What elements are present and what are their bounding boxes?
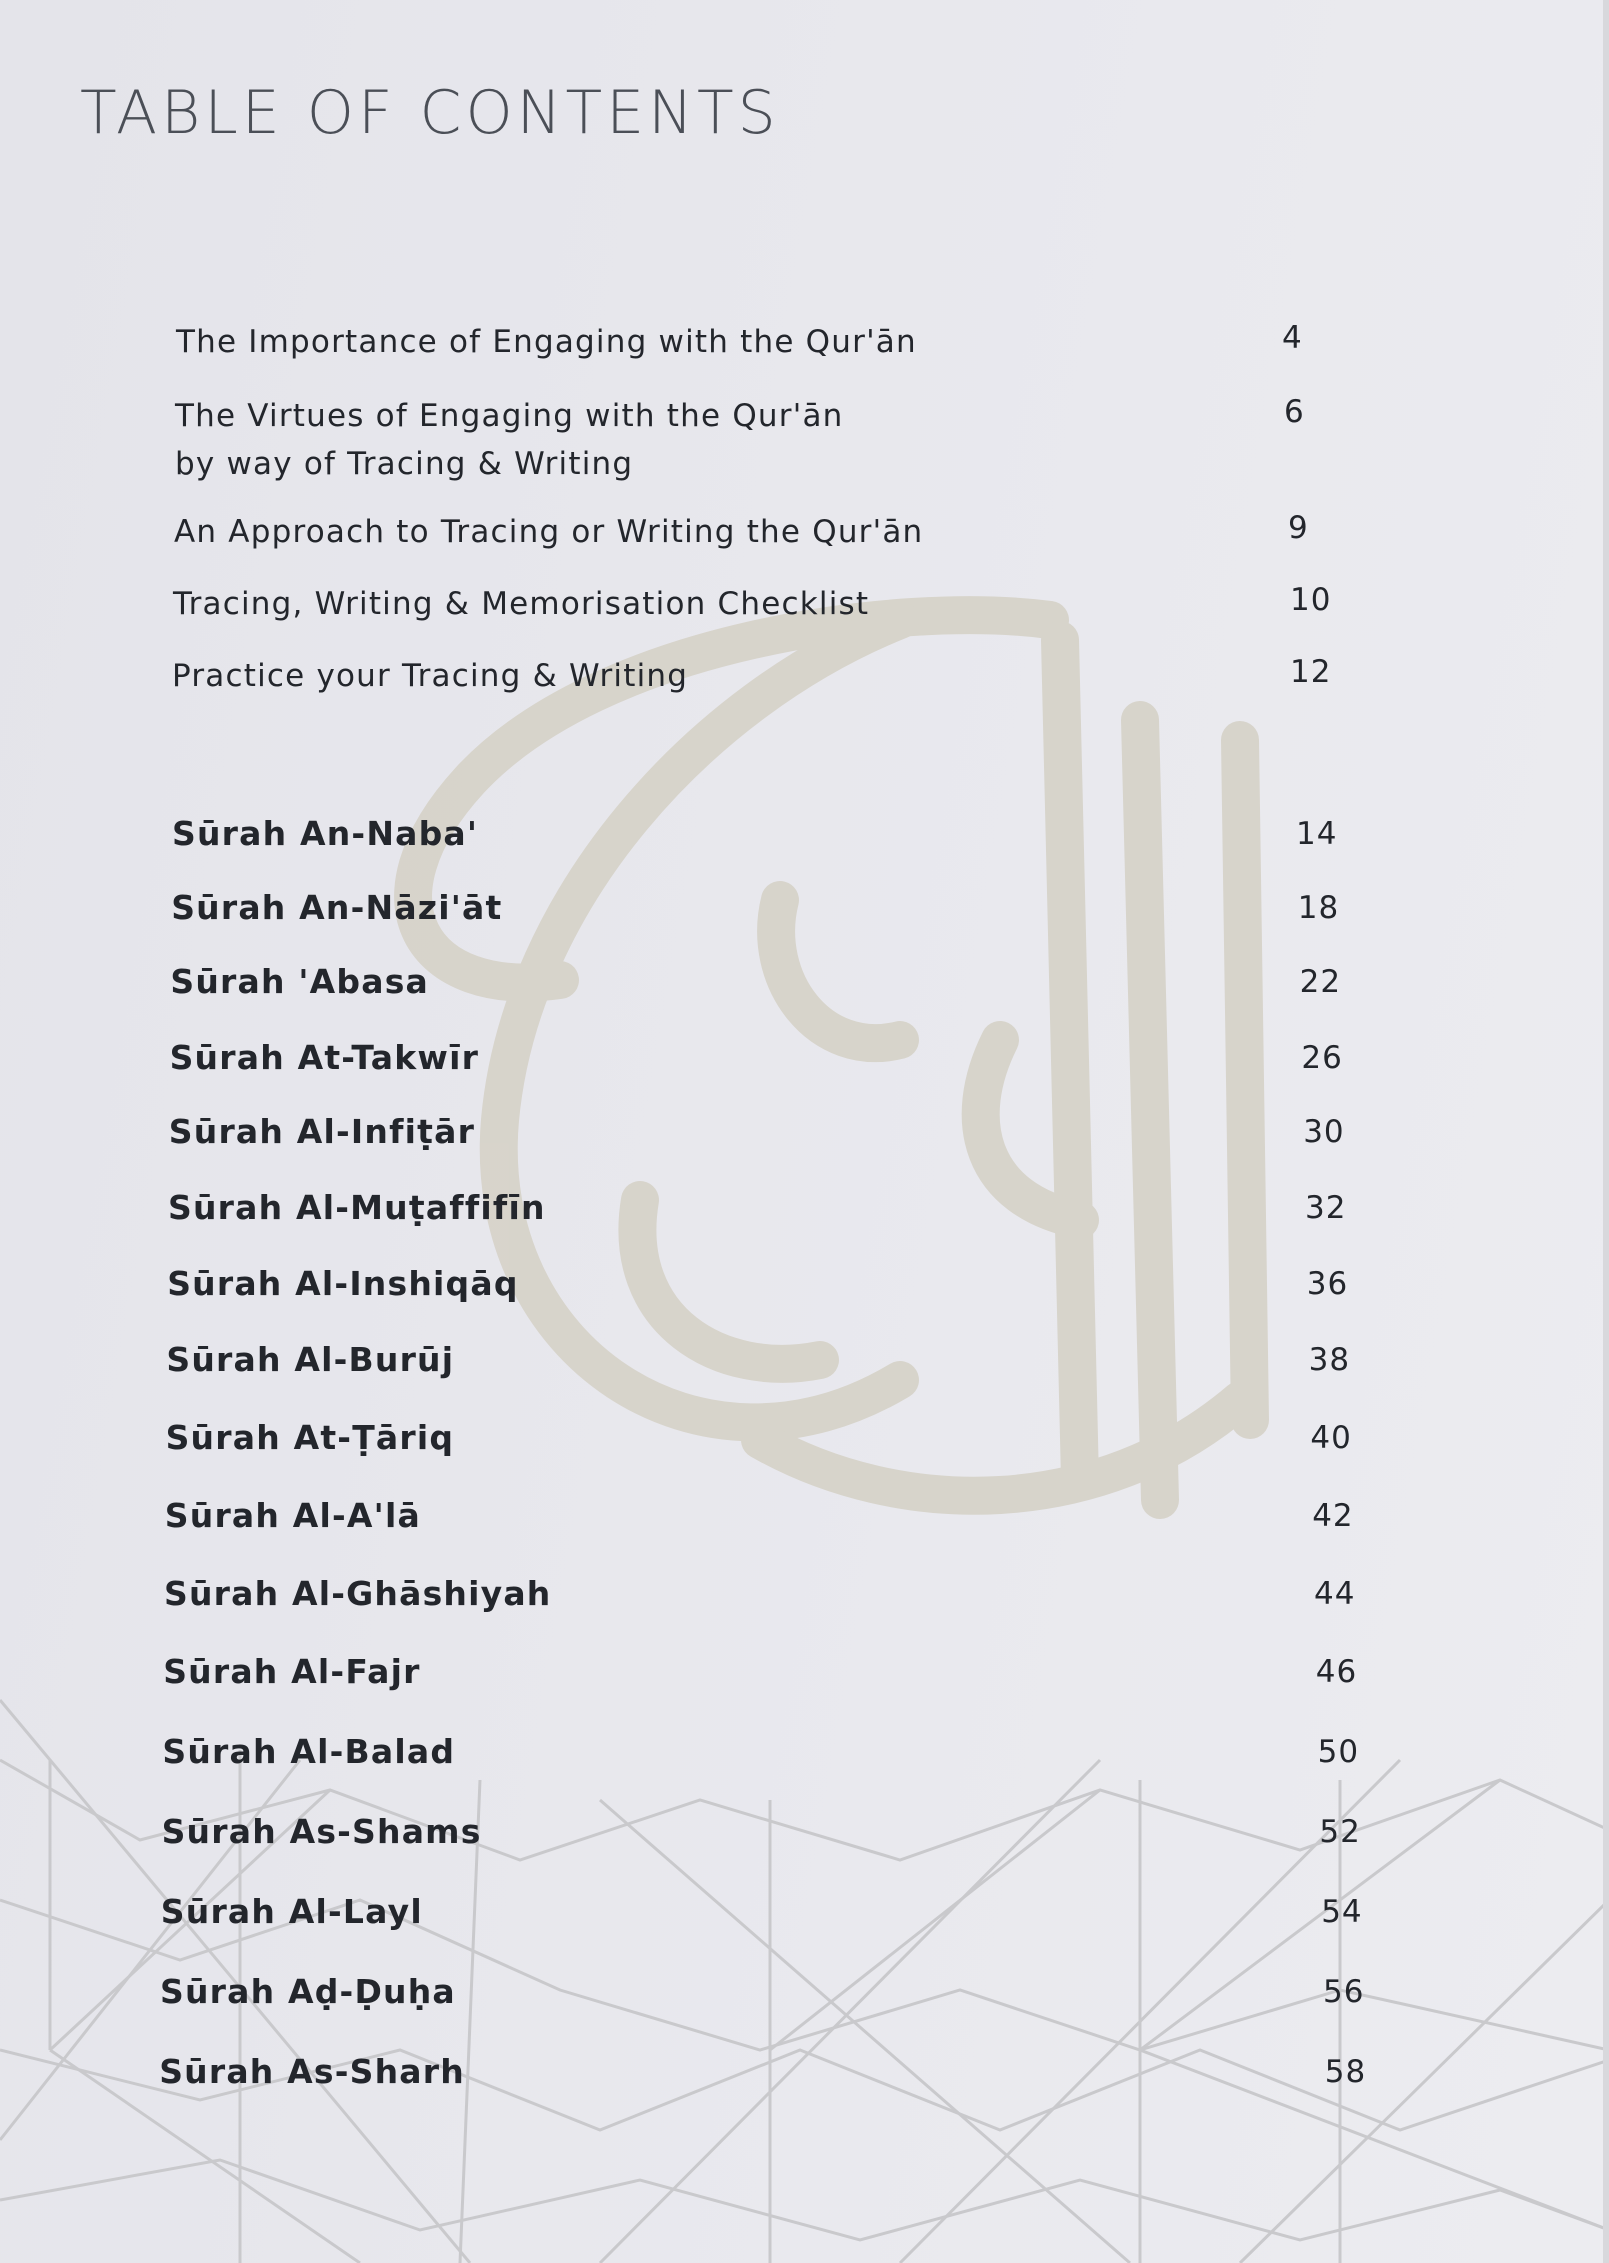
toc-page-number: 42 bbox=[1312, 1498, 1354, 1534]
toc-entry-surah[interactable]: Sūrah Al-Burūj bbox=[166, 1340, 455, 1379]
toc-entry-surah[interactable]: Sūrah Al-Ghāshiyah bbox=[164, 1574, 552, 1613]
toc-page-number: 12 bbox=[1290, 654, 1332, 690]
toc-entry[interactable] bbox=[172, 652, 688, 700]
toc-entry-surah[interactable]: Sūrah Al-Fajr bbox=[163, 1652, 421, 1691]
toc-page-number: 10 bbox=[1290, 582, 1332, 618]
toc-page-number: 50 bbox=[1317, 1734, 1360, 1770]
toc-page-number: 38 bbox=[1308, 1342, 1351, 1378]
toc-entry-surah[interactable]: Sūrah At-Takwīr bbox=[169, 1038, 480, 1077]
toc-entry-surah[interactable]: Sūrah Al-Infiṭār bbox=[168, 1112, 476, 1151]
toc-entry-surah[interactable]: Sūrah Al-Balad bbox=[162, 1732, 456, 1771]
toc-entry-surah[interactable]: Sūrah An-Naba' bbox=[172, 814, 479, 853]
toc-entry-surah[interactable]: Sūrah An-Nāzi'āt bbox=[171, 888, 503, 927]
toc-entry-surah[interactable]: Sūrah 'Abasa bbox=[170, 962, 430, 1001]
toc-page-number: 56 bbox=[1323, 1974, 1365, 2010]
toc-page-number: 18 bbox=[1297, 890, 1340, 926]
toc-entry-title: by way of Tracing & Writing bbox=[175, 446, 634, 482]
toc-page-number: 4 bbox=[1282, 320, 1303, 356]
toc-entry-surah[interactable]: Sūrah At-Ṭāriq bbox=[165, 1418, 455, 1457]
toc-entry[interactable] bbox=[173, 580, 869, 628]
toc-entry-surah[interactable]: Sūrah As-Sharh bbox=[159, 2052, 465, 2091]
toc-entry-title: Tracing, Writing & Memorisation Checklist bbox=[173, 586, 870, 622]
toc-entry-surah[interactable]: Sūrah As-Shams bbox=[161, 1812, 482, 1851]
toc-entry-surah[interactable]: Sūrah Al-Muṭaffifīn bbox=[168, 1188, 546, 1227]
toc-page-number: 32 bbox=[1305, 1190, 1347, 1226]
toc-page-number: 30 bbox=[1303, 1114, 1345, 1150]
page-edge bbox=[1603, 0, 1609, 2263]
toc-page-number: 44 bbox=[1314, 1576, 1356, 1612]
calligraphy-watermark bbox=[413, 615, 1250, 1500]
toc-page-number: 14 bbox=[1296, 816, 1338, 852]
toc-page-number: 9 bbox=[1288, 510, 1309, 546]
toc-entry[interactable] bbox=[175, 392, 844, 488]
toc-page-number: 46 bbox=[1315, 1654, 1358, 1690]
toc-page-number: 58 bbox=[1324, 2054, 1367, 2090]
toc-entry-title: The Importance of Engaging with the Qur'ān bbox=[176, 324, 917, 360]
toc-entry-title: The Virtues of Engaging with the Qur'ān bbox=[175, 398, 844, 434]
toc-page-number: 54 bbox=[1321, 1894, 1363, 1930]
toc-entry-title: An Approach to Tracing or Writing the Qur'ān bbox=[174, 514, 924, 550]
toc-entry[interactable] bbox=[174, 508, 923, 556]
toc-entry-title: Practice your Tracing & Writing bbox=[172, 658, 689, 694]
toc-entry-surah[interactable]: Sūrah Al-A'lā bbox=[164, 1496, 421, 1535]
toc-page-number: 26 bbox=[1301, 1040, 1343, 1076]
toc-page-number: 52 bbox=[1319, 1814, 1361, 1850]
toc-page-number: 36 bbox=[1306, 1266, 1349, 1302]
toc-page-number: 22 bbox=[1299, 964, 1342, 1000]
toc-entry-surah[interactable]: Sūrah Al-Layl bbox=[160, 1892, 423, 1931]
page-title: TABLE OF CONTENTS bbox=[80, 78, 780, 148]
toc-page-number: 40 bbox=[1310, 1420, 1352, 1456]
toc-entry[interactable] bbox=[176, 318, 917, 366]
toc-page-number: 6 bbox=[1284, 394, 1305, 430]
toc-entry-surah[interactable]: Sūrah Aḍ-Ḍuḥa bbox=[160, 1972, 456, 2011]
toc-entry-surah[interactable]: Sūrah Al-Inshiqāq bbox=[167, 1264, 519, 1303]
